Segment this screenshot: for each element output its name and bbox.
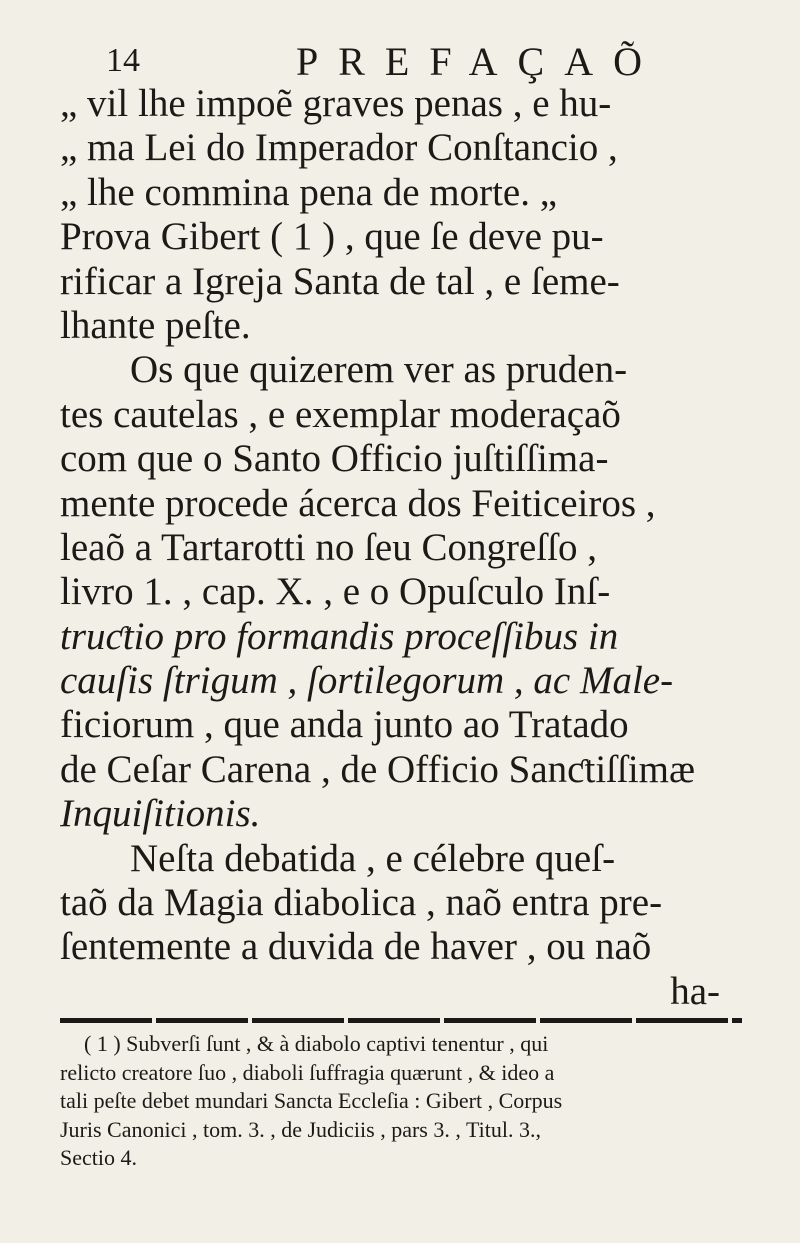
text-line: Neſta debatida , e célebre queſ- bbox=[130, 836, 616, 880]
text-line: tes cautelas , e exemplar moderaçaõ bbox=[60, 392, 621, 436]
text-line: lhante peſte. bbox=[60, 303, 251, 347]
text-line: mente procede ácerca dos Feiticeiros , bbox=[60, 481, 656, 525]
text-line: de Ceſar Carena , de Officio Sanƈtiſſimæ bbox=[60, 747, 696, 791]
text-line: „ ma Lei do Imperador Conſtancio , bbox=[60, 126, 618, 170]
page-header bbox=[106, 36, 666, 84]
footnote-line: Juris Canonici , tom. 3. , de Judiciis , pars 3. , Titul. 3., bbox=[60, 1116, 541, 1142]
text-line: truƈtio pro formandis proceſſibus in bbox=[60, 614, 619, 658]
text-line: livro 1. , cap. X. , e o Opuſculo Inſ- bbox=[60, 570, 611, 614]
footnote-line: ( 1 ) Subverſi ſunt , & à diabolo captivi tenentur , qui bbox=[84, 1031, 549, 1056]
footnote bbox=[60, 1030, 742, 1173]
footnote-line: relicto creatore ſuo , diaboli ſuffragia quærunt , & ideo a bbox=[60, 1059, 555, 1085]
text-line: Inquiſitionis. bbox=[60, 792, 261, 836]
text-line: ficiorum , que anda junto ao Tratado bbox=[60, 703, 629, 747]
text-line: Prova Gibert ( 1 ) , que ſe deve pu- bbox=[60, 215, 604, 259]
footnote-line: Sectio 4. bbox=[60, 1145, 137, 1170]
page-number: 14 bbox=[106, 42, 140, 79]
text-line: „ vil lhe impoẽ graves penas , e hu- bbox=[60, 82, 612, 125]
text-line: com que o Santo Officio juſtiſſima- bbox=[60, 437, 609, 481]
text-line: ſentemente a duvida de haver , ou naõ bbox=[60, 925, 652, 969]
footnote-rule bbox=[60, 1018, 742, 1023]
text-line: cauſis ſtrigum , ſortilegorum , ac Male- bbox=[60, 659, 674, 703]
footnote-line: tali peſte debet mundari Sancta Eccleſia : Gibert , Corpus bbox=[60, 1088, 563, 1113]
body-text bbox=[60, 82, 740, 1014]
catchword: ha- bbox=[670, 969, 720, 1013]
running-title: PREFAÇAÕ bbox=[296, 39, 662, 84]
text-line: „ lhe commina pena de morte. „ bbox=[60, 170, 558, 214]
text-line: Os que quizerem ver as pruden- bbox=[130, 348, 628, 392]
text-line: taõ da Magia diabolica , naõ entra pre- bbox=[60, 881, 663, 925]
text-line: rificar a Igreja Santa de tal , e ſeme- bbox=[60, 259, 620, 303]
text-line: leaõ a Tartarotti no ſeu Congreſſo , bbox=[60, 525, 597, 569]
